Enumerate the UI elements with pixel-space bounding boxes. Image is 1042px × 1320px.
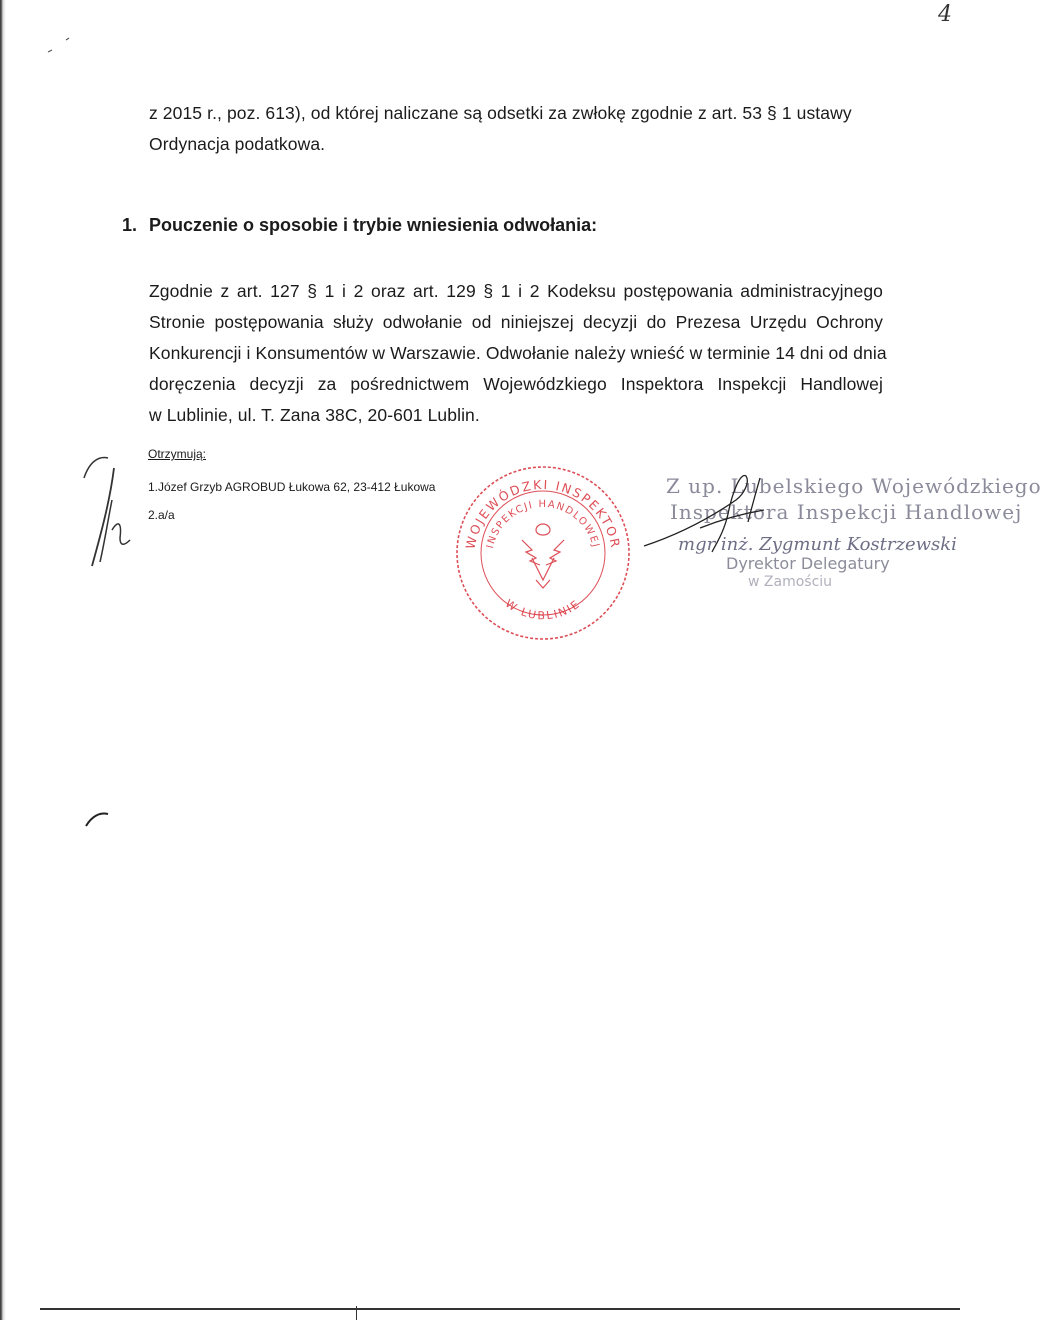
paragraph-line: Stronie postępowania służy odwołanie od niniejszej decyzji do Prezesa Urzędu Ochrony (149, 312, 883, 332)
paragraph-line: w Lublinie, ul. T. Zana 38C, 20-601 Lublin. (149, 405, 480, 425)
section-title: Pouczenie o sposobie i trybie wniesienia odwołania: (149, 215, 598, 235)
recipient-item: 2.a/a (148, 508, 175, 522)
page-bottom-mark (356, 1306, 357, 1320)
recipients-label: Otrzymują: (148, 447, 207, 461)
paragraph-line: doręczenia decyzji za pośrednictwem Wojewódzkiego Inspektora Inspekcji Handlowej (149, 374, 883, 394)
section-number: 1. (122, 215, 138, 235)
paragraph-line: Zgodnie z art. 127 § 1 i 2 oraz art. 129 § 1 i 2 Kodeksu postępowania administracyjnego (149, 281, 883, 301)
stamp-bottom-text: W LUBLINIE (502, 596, 584, 623)
stamp-top-text: WOJEWÓDZKI INSPEKTOR (462, 476, 624, 551)
signature-line: Inspektora Inspekcji Handlowej (670, 500, 1023, 524)
page-number: 4 (938, 2, 952, 27)
paragraph-line: z 2015 r., poz. 613), od której naliczane są odsetki za zwłokę zgodnie z art. 53 § 1 ustawy (149, 103, 852, 123)
page-bottom-edge (40, 1308, 960, 1310)
recipient-item: 1.Józef Grzyb AGROBUD Łukowa 62, 23-412 Łukowa (148, 480, 436, 494)
signature-line: w Zamościu (748, 574, 833, 590)
signature-line: mgr inż. Zygmunt Kostrzewski (678, 534, 957, 555)
signature-line: Dyrektor Delegatury (726, 554, 890, 573)
stamp-middle-text: INSPEKCJI HANDLOWEJ (484, 498, 602, 550)
paragraph-line: Konkurencji i Konsumentów w Warszawie. Odwołanie należy wnieść w terminie 14 dni od dnia (149, 343, 887, 363)
paragraph-line: Ordynacja podatkowa. (149, 134, 326, 154)
signature-line: Z up. Lubelskiego Wojewódzkiego (666, 474, 1042, 498)
